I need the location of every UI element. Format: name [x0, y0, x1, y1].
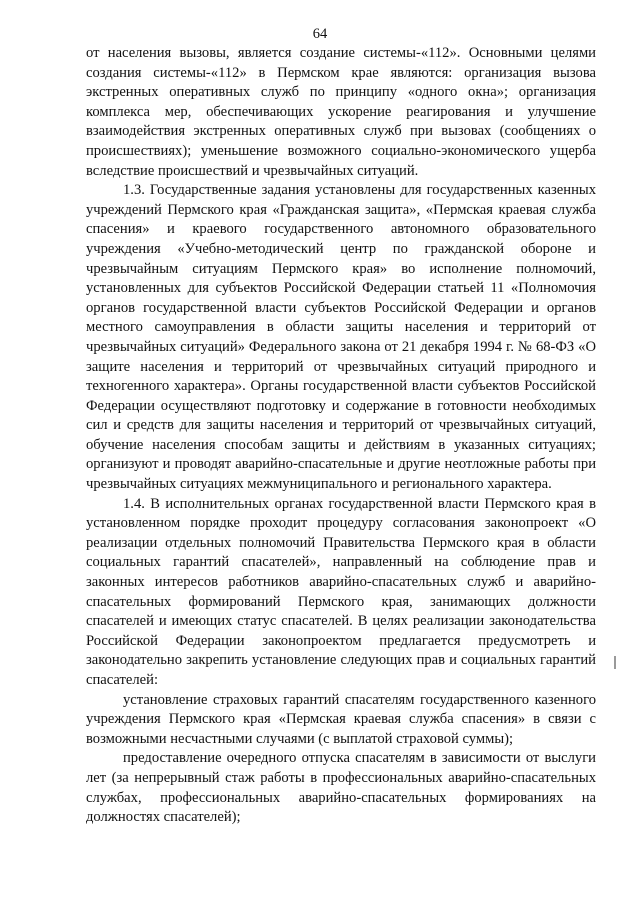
paragraph-vacation-rights: предоставление очередного отпуска спасателям в зависимости от выслуги лет (за непрерывный стаж работы в профессиональных аварийно-спасательных службах, профессиональных аварийно-спасательных формированиях на должностях спасателей);	[86, 750, 596, 826]
page-number: 64	[312, 26, 328, 42]
paragraph-continuation: от населения вызовы, является создание системы-«112». Основными целями создания системы-«112» в Пермском крае являются: организация вызова экстренных оперативных служб по принципу «одного окна»; организация комплекса мер, обеспечивающих ускорение реагирования и улучшение взаимодействия экстренных оперативных служб при вызовах (сообщениях о происшествиях); уменьшение возможного социально-экономического ущерба вследствие происшествий и чрезвычайных ситуаций.	[86, 45, 596, 179]
paragraph-insurance-guarantees: установление страховых гарантий спасателям государственного казенного учреждения Пермского края «Пермская краевая служба спасения» в связи с возможными несчастными случаями (с выплатой страховой суммы);	[86, 691, 596, 747]
paragraph-1-3: 1.3. Государственные задания установлены для государственных казенных учреждений Пермского края «Гражданская защита», «Пермская краевая служба спасения» и краевого государственного автономного образовательного учреждения «Учебно-методический центр по гражданской обороне и чрезвычайным ситуациям Пермского края» во исполнение полномочий, установленных для субъектов Российской Федерации статьей 11 «Полномочия органов государственной власти субъектов Российской Федерации и органов местного самоуправления в области защиты населения и территорий от чрезвычайных ситуаций» Федерального закона от 21 декабря 1994 г. № 68-ФЗ «О защите населения и территорий от чрезвычайных ситуаций природного и техногенного характера». Органы государственной власти субъектов Российской Федерации осуществляют подготовку и содержание в готовности необходимых сил и средств для защиты населения и территорий от чрезвычайных ситуаций, обучение населения способам защиты и действиям в указанных ситуациях; организуют и проводят аварийно-спасательные и другие неотложные работы при чрезвычайных ситуациях межмуниципального и регионального характера.	[86, 182, 596, 493]
document-body	[86, 44, 596, 828]
scan-margin-mark	[614, 656, 616, 669]
paragraph-1-4: 1.4. В исполнительных органах государственной власти Пермского края в установленном порядке проходит процедуру согласования законопроект «О реализации отдельных полномочий Правительства Пермского края в области социальных гарантий спасателей», направленный на соблюдение прав и законных интересов работников аварийно-спасательных служб и аварийно-спасательных формирований Пермского края, занимающих должности спасателей и имеющих статус спасателей. В целях реализации законодательства Российской Федерации законопроектом предлагается предусмотреть и законодательно закрепить установление следующих прав и социальных гарантий спасателей:	[86, 495, 596, 688]
